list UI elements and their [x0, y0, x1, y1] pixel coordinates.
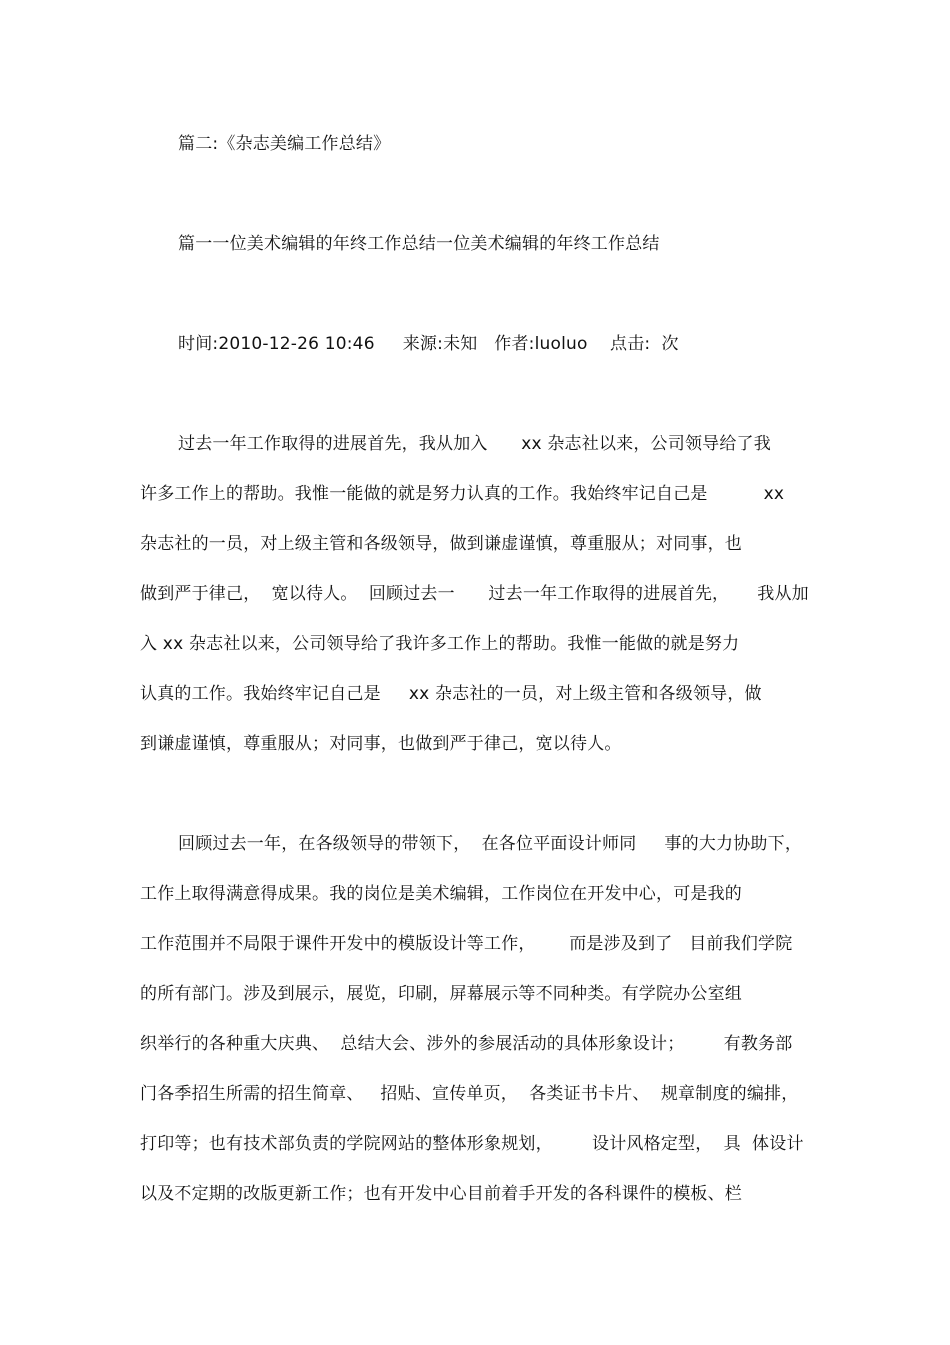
paragraph-1-line: 做到严于律己， 宽以待人。 回顾过去一 过去一年工作取得的进展首先， 我从加	[140, 584, 809, 604]
paragraph-1-line: 认真的工作。我始终牢记自己是 xx 杂志社的一员，对上级主管和各级领导，做	[140, 684, 762, 704]
paragraph-1-line: 许多工作上的帮助。我惟一能做的就是努力认真的工作。我始终牢记自己是 xx	[140, 484, 785, 504]
paragraph-2-line: 以及不定期的改版更新工作；也有开发中心目前着手开发的各科课件的模板、栏	[140, 1184, 742, 1204]
paragraph-1-line: 杂志社的一员，对上级主管和各级领导，做到谦虚谨慎，尊重服从；对同事，也	[140, 534, 742, 554]
paragraph-2-line: 回顾过去一年，在各级领导的带领下， 在各位平面设计师同 事的大力协助下，	[178, 834, 803, 854]
paragraph-2-line: 打印等；也有技术部负责的学院网站的整体形象规划， 设计风格定型， 具 体设计	[140, 1134, 804, 1154]
heading-part-one: 篇一一位美术编辑的年终工作总结一位美术编辑的年终工作总结	[178, 234, 660, 254]
paragraph-1-line: 到谦虚谨慎，尊重服从；对同事，也做到严于律己，宽以待人。	[140, 734, 622, 754]
paragraph-2-line: 门各季招生所需的招生简章、 招贴、宣传单页， 各类证书卡片、 规章制度的编排，	[140, 1084, 799, 1104]
article-meta-line: 时间:2010-12-26 10:46 来源:未知 作者:luoluo 点击: 次	[178, 334, 679, 354]
paragraph-2-line: 的所有部门。涉及到展示，展览，印刷，屏幕展示等不同种类。有学院办公室组	[140, 984, 742, 1004]
paragraph-2-line: 织举行的各种重大庆典、 总结大会、涉外的参展活动的具体形象设计； 有教务部	[140, 1034, 793, 1054]
paragraph-2-line: 工作范围并不局限于课件开发中的模版设计等工作， 而是涉及到了 目前我们学院	[140, 934, 793, 954]
heading-part-two: 篇二:《杂志美编工作总结》	[178, 134, 391, 154]
paragraph-1-line: 入 xx 杂志社以来，公司领导给了我许多工作上的帮助。我惟一能做的就是努力	[140, 634, 740, 654]
paragraph-1-line: 过去一年工作取得的进展首先，我从加入 xx 杂志社以来，公司领导给了我	[178, 434, 771, 454]
paragraph-2-line: 工作上取得满意得成果。我的岗位是美术编辑，工作岗位在开发中心，可是我的	[140, 884, 742, 904]
